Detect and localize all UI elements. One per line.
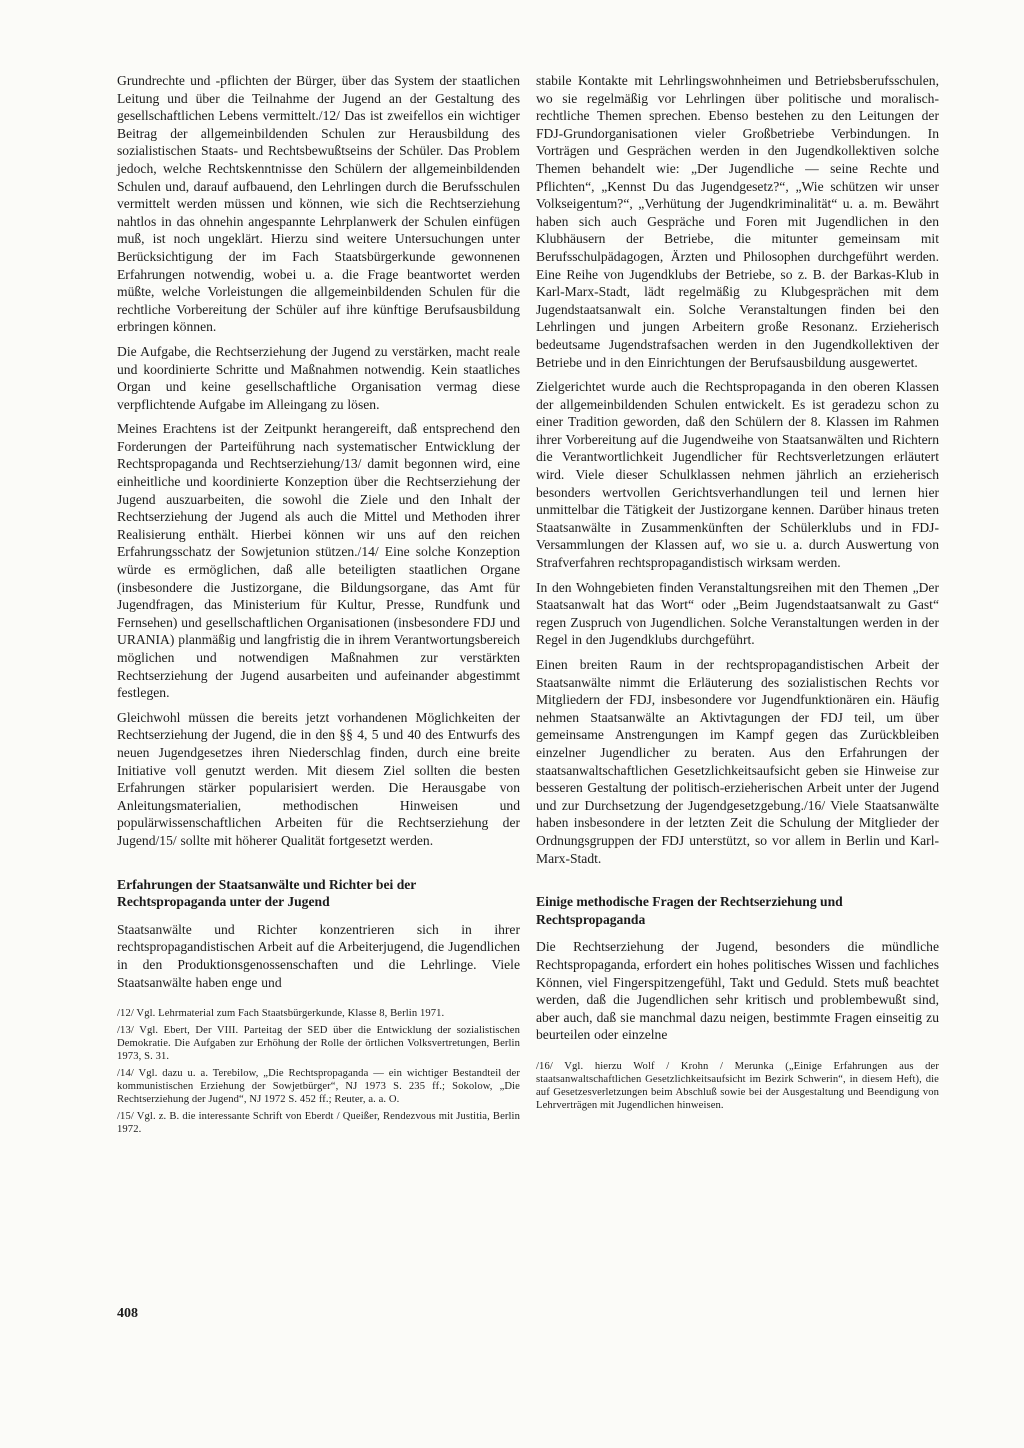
- footnotes: [536, 1060, 939, 1112]
- page-number: 408: [117, 1306, 138, 1321]
- footnotes: [117, 1007, 520, 1136]
- footnote: /13/ Vgl. Ebert, Der VIII. Parteitag der SED über die Entwicklung der sozialistischen Demokratie. Die Aufgaben zur Erhöhung der Rolle der örtlichen Volksvertretungen, Berlin 1973, S. 31.: [117, 1025, 520, 1063]
- paragraph: Grundrechte und -pflichten der Bürger, über das System der staatlichen Leitung und über die Teilnahme der Jugend an der Gestaltung des gesellschaftlichen Lebens vermittelt./12/ Das ist zweifellos ein wichtiger Beitrag der allgemeinbildenden Schulen zur Herausbildung des sozialistischen Staats- und Rechtsbewußtseins der Schüler. Das Problem jedoch, welche Rechtskenntnisse den Schülern der allgemeinbildenden Schulen und, darauf aufbauend, den Lehrlingen durch die Berufsschulen vermittelt werden müssen und können, wie sich die Rechtserziehung nahtlos in das ohnehin angespannte Lehrplanwerk der Schulen einfügen muß, ist noch ungeklärt. Hierzu sind weitere Untersuchungen unter Berücksichtigung der im Fach Staatsbürgerkunde gewonnenen Erfahrungen notwendig, wobei u. a. die Frage beantwortet werden müßte, welche Vorleistungen die allgemeinbildenden Schulen für die rechtliche Vorbereitung der Schüler auf ihre künftige Berufsausbildung erbringen können.: [117, 73, 520, 335]
- paragraph: Die Aufgabe, die Rechtserziehung der Jugend zu verstärken, macht reale und koordinierte Schritte und Maßnahmen notwendig. Kein staatliches Organ und keine gesellschaftliche Organisation vermag diese verpflichtende Aufgabe im Alleingang zu lösen.: [117, 343, 520, 412]
- paragraph: Staatsanwälte und Richter konzentrieren sich in ihrer rechtspropagandistischen Arbeit auf die Arbeiterjugend, die Jugendlichen in den Produktionsgenossenschaften und die Lehrlinge. Viele Staatsanwälte haben enge und: [117, 921, 520, 990]
- paragraph: Die Rechtserziehung der Jugend, besonders die mündliche Rechtspropaganda, erfordert ein hohes politisches Wissen und fachliches Können, viel Fingerspitzengefühl, Takt und Geduld. Stets muß beachtet werden, daß die Jugendlichen sehr kritisch und problembewußt sind, aber auch, daß sie manchmal dazu neigen, bestimmte Fragen einseitig zu beurteilen oder einzelne: [536, 939, 939, 1043]
- section-heading: Einige methodische Fragen der Rechtserziehung und Rechtspropaganda: [536, 894, 843, 927]
- right-column: [536, 72, 939, 1116]
- paragraph: In den Wohngebieten finden Veranstaltungsreihen mit den Themen „Der Staatsanwalt hat das Wort“ oder „Beim Jugendstaatsanwalt zu Gast“ regen Zuspruch von Jugendlichen. Solche Veranstaltungen werden in der Regel in den Jugendklubs durchgeführt.: [536, 579, 939, 648]
- footnote: /14/ Vgl. dazu u. a. Terebilow, „Die Rechtspropaganda — ein wichtiger Bestandteil der kommunistischen Erziehung der Sowjetbürger“, NJ 1973 S. 235 ff.; Sokolow, „Die Rechtserziehung der Jugend“, NJ 1972 S. 452 ff.; Reuter, a. a. O.: [117, 1068, 520, 1106]
- paragraph: stabile Kontakte mit Lehrlingswohnheimen und Betriebsberufsschulen, wo sie regelmäßig vor Lehrlingen über politische und moralisch-rechtliche Themen sprechen. Ebenso bestehen zu den Leitungen der FDJ-Grundorganisationen vieler Großbetriebe Verbindungen. In Vorträgen und Gesprächen werden in den Jugendkollektiven solche Themen behandelt wie: „Der Jugendliche — seine Rechte und Pflichten“, „Kennst Du das Jugendgesetz?“, „Wie schützen wir unser Volkseigentum?“, „Verhütung der Jugendkriminalität“ u. a. m. Bewährt haben sich auch Gespräche und Foren mit Jugendlichen in den Klubhäusern der Betriebe, die mitunter gemeinsam mit Berufsschulpädagogen, Ärzten und Philosophen durchgeführt werden. Eine Reihe von Jugendklubs der Betriebe, so z. B. der Barkas-Klub in Karl-Marx-Stadt, lädt regelmäßig zu Klubgesprächen mit dem Jugendstaatsanwalt ein. Solche Veranstaltungen finden bei den Lehrlingen und jungen Arbeitern große Resonanz. Erzieherisch bedeutsame Jugendstrafsachen werden in den Jugendkollektiven der Betriebe und in den Einrichtungen der Berufsausbildung ausgewertet.: [536, 73, 939, 370]
- footnote: /12/ Vgl. Lehrmaterial zum Fach Staatsbürgerkunde, Klasse 8, Berlin 1971.: [117, 1008, 445, 1020]
- paragraph: Einen breiten Raum in der rechtspropagandistischen Arbeit der Staatsanwälte nimmt die Erläuterung des sozialistischen Rechts vor Mitgliedern der FDJ, insbesondere vor Jugendfunktionären ein. Häufig nehmen Staatsanwälte an Aktivtagungen der FDJ teil, um über gemeinsame Anstrengungen im Kampf gegen das Zurückbleiben einzelner Jugendlicher zu beraten. Aus den Erfahrungen der staatsanwaltschaftlichen Gesetzlichkeitsaufsicht geben sie Hinweise zur besseren Gestaltung der politisch-erzieherischen Arbeit unter der Jugend und zur Durchsetzung der Jugendgesetzgebung./16/ Viele Staatsanwälte haben insbesondere in der letzten Zeit die Schulung der Mitglieder der Ordnungsgruppen der FDJ unterstützt, so vor allem in Berlin und Karl-Marx-Stadt.: [536, 657, 939, 866]
- paragraph: Gleichwohl müssen die bereits jetzt vorhandenen Möglichkeiten der Rechtserziehung der Jugend, die in den §§ 4, 5 und 40 des Entwurfs des neuen Jugendgesetzes ihren Niederschlag finden, durch eine breite Initiative voll genutzt werden. Mit diesem Ziel sollten die besten Erfahrungen stärker popularisiert werden. Die Herausgabe von Anleitungsmaterialien, methodischen Hinweisen und populärwissenschaftlichen Arbeiten für die Rechtserziehung der Jugend/15/ sollte mit höherer Qualität fortgesetzt werden.: [117, 709, 520, 848]
- left-column: [117, 72, 520, 1140]
- footnote: /16/ Vgl. hierzu Wolf / Krohn / Merunka („Einige Erfahrungen aus der staatsanwaltschaftlichen Gesetzlichkeitsaufsicht im Bezirk Schwerin“, in diesem Heft), die auf Gesetzesverletzungen beim Abschluß sowie bei der Ausgestaltung und Beendigung von Lehrverträgen mit Jugendlichen hinweisen.: [536, 1060, 939, 1111]
- section-heading: Erfahrungen der Staatsanwälte und Richter bei der Rechtspropaganda unter der Jugend: [117, 876, 417, 910]
- footnote: /15/ Vgl. z. B. die interessante Schrift von Eberdt / Queißer, Rendezvous mit Justitia, Berlin 1972.: [117, 1111, 520, 1136]
- paragraph: Meines Erachtens ist der Zeitpunkt herangereift, daß entsprechend den Forderungen der Parteiführung nach systematischer Entwicklung der Rechtspropaganda und Rechtserziehung/13/ damit begonnen wird, eine einheitliche und koordinierte Konzeption über die Rechtserziehung der Jugend auszuarbeiten, die sowohl die Ziele und den Inhalt der Rechtserziehung der Jugend als auch die Mittel und Methoden ihrer Realisierung enthält. Hierbei können wir uns auf den reichen Erfahrungsschatz der Sowjetunion stützen./14/ Eine solche Konzeption würde es ermöglichen, daß alle beteiligten staatlichen Organe (insbesondere die Justizorgane, die Bildungsorgane, das Amt für Jugendfragen, das Ministerium für Kultur, Presse, Rundfunk und Fernsehen) und gesellschaftlichen Organisationen (insbesondere FDJ und URANIA) planmäßig und langfristig die in ihrem Verantwortungsbereich möglichen und notwendigen Maßnahmen zur verstärkten Rechtserziehung der Jugend ausarbeiten und aufeinander abgestimmt festlegen.: [117, 421, 520, 701]
- paragraph: Zielgerichtet wurde auch die Rechtspropaganda in den oberen Klassen der allgemeinbildenden Schulen entwickelt. Es ist geradezu schon zu einer Tradition geworden, daß den Schülern der 8. Klassen im Rahmen ihrer Vorbereitung auf die Jugendweihe von Staatsanwälten und Richtern die Verantwortlichkeit Jugendlicher für Rechtsverletzungen erläutert wird. Viele dieser Schulklassen nehmen jährlich an erzieherisch besonders wertvollen Gerichtsverhandlungen teil und lernen hier unmittelbar die Tätigkeit der Justizorgane kennen. Darüber hinaus treten Staatsanwälte in Zusammenkünften der Schülerklubs und in FDJ-Versammlungen der Klassen auf, wo sie u. a. durch Auswertung von Strafverfahren rechtspropagandistisch wirksam werden.: [536, 379, 939, 571]
